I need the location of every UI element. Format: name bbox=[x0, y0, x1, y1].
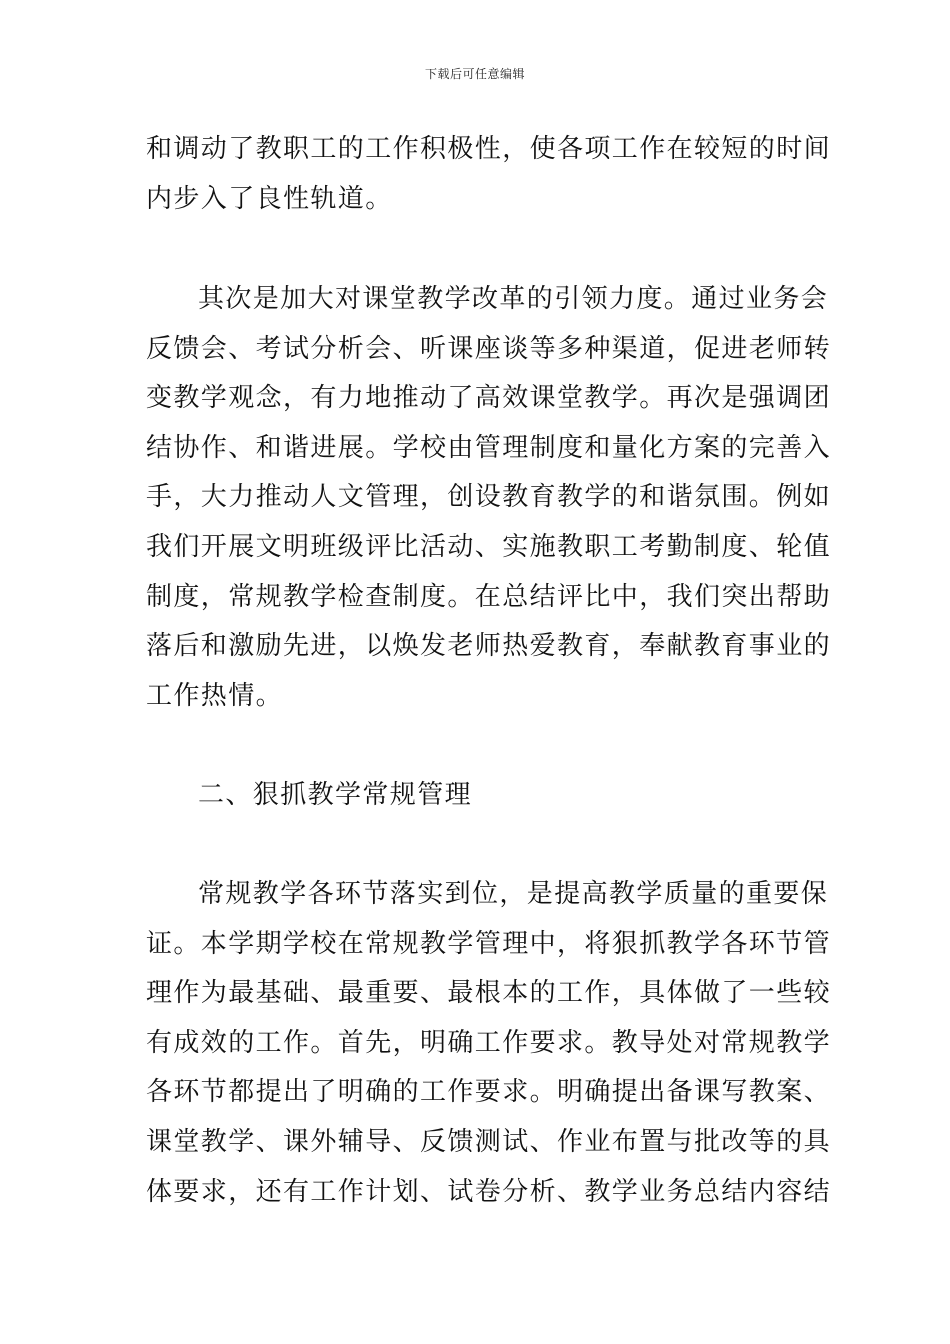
paragraph-line: 我们开展文明班级评比活动、实施教职工考勤制度、轮值 bbox=[146, 531, 832, 562]
section-heading bbox=[146, 771, 808, 821]
paragraph-line: 有成效的工作。首先，明确工作要求。教导处对常规教学 bbox=[146, 1027, 832, 1058]
paragraph-line: 理作为最基础、最重要、最根本的工作，具体做了一些较 bbox=[146, 978, 832, 1009]
paragraph-line: 工作热情。 bbox=[146, 680, 284, 711]
paragraph-line: 结协作、和谐进展。学校由管理制度和量化方案的完善入 bbox=[146, 432, 832, 463]
section-heading-text: 二、狠抓教学常规管理 bbox=[198, 780, 473, 810]
paragraph-line: 手，大力推动人文管理，创设教育教学的和谐氛围。例如 bbox=[146, 482, 832, 513]
paragraph-line: 制度，常规教学检查制度。在总结评比中，我们突出帮助 bbox=[146, 581, 832, 612]
paragraph-line: 和调动了教职工的工作积极性，使各项工作在较短的时间 bbox=[146, 134, 832, 164]
paragraph-routine-management bbox=[146, 870, 832, 1217]
paragraph-line: 各环节都提出了明确的工作要求。明确提出备课写教案、 bbox=[146, 1077, 832, 1108]
paragraph-line: 课堂教学、课外辅导、反馈测试、作业布置与批改等的具 bbox=[146, 1126, 832, 1157]
paragraph-line: 其次是加大对课堂教学改革的引领力度。通过业务会 bbox=[198, 284, 829, 314]
header-note: 下载后可任意编辑 bbox=[424, 67, 525, 81]
paragraph-classroom-reform bbox=[146, 275, 832, 721]
paragraph-line: 内步入了良性轨道。 bbox=[146, 183, 393, 214]
paragraph-line: 证。本学期学校在常规教学管理中，将狠抓教学各环节管 bbox=[146, 928, 832, 959]
paragraph-line: 反馈会、考试分析会、听课座谈等多种渠道，促进老师转 bbox=[146, 333, 832, 364]
paragraph-line: 变教学观念，有力地推动了高效课堂教学。再次是强调团 bbox=[146, 383, 832, 414]
paragraph-line: 常规教学各环节落实到位，是提高教学质量的重要保 bbox=[198, 879, 829, 909]
paragraph-continuation bbox=[146, 125, 832, 224]
paragraph-line: 落后和激励先进，以焕发老师热爱教育，奉献教育事业的 bbox=[146, 631, 832, 662]
paragraph-line: 体要求，还有工作计划、试卷分析、教学业务总结内容结 bbox=[146, 1176, 832, 1207]
